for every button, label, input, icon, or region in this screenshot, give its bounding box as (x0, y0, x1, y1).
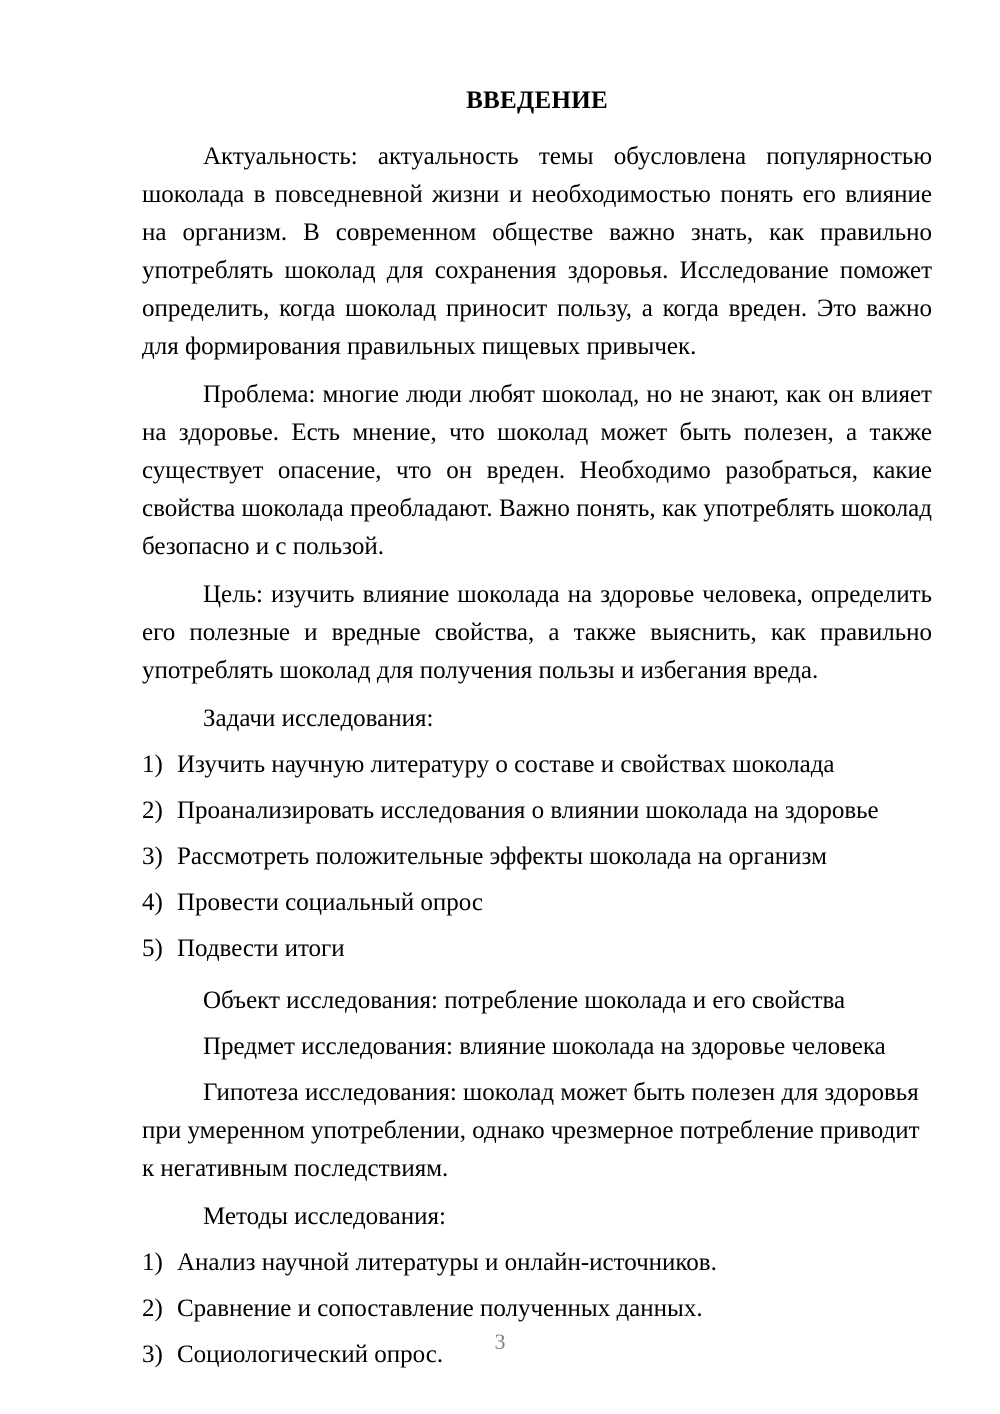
list-marker: 2) (142, 797, 163, 824)
list-item-label: Сравнение и сопоставление полученных данных. (177, 1295, 703, 1322)
list-item (142, 838, 932, 876)
paragraph-hypothesis: Гипотеза исследования: шоколад может быть полезен для здоровья при умеренном употреблении, однако чрезмерное потребление приводит к негативным последствиям. (142, 1079, 920, 1182)
list-marker: 4) (142, 889, 163, 916)
paragraph-goal: Цель: изучить влияние шоколада на здоровье человека, определить его полезные и вредные свойства, а также выяснить, как правильно употреблять шоколад для получения пользы и избегания вреда. (142, 581, 932, 684)
list-marker: 3) (142, 1341, 163, 1368)
list-marker: 3) (142, 843, 163, 870)
methods-list (142, 1244, 932, 1374)
list-item (142, 884, 932, 922)
list-marker: 2) (142, 1295, 163, 1322)
list-item (142, 746, 932, 784)
list-item-label: Проанализировать исследования о влиянии шоколада на здоровье (177, 797, 879, 824)
list-marker: 5) (142, 935, 163, 962)
list-marker: 1) (142, 751, 163, 778)
list-item-label: Провести социальный опрос (177, 889, 484, 916)
page-title: ВВЕДЕНИЕ (466, 87, 608, 114)
tasks-list (142, 746, 932, 968)
list-item-label: Рассмотреть положительные эффекты шоколада на организм (177, 843, 827, 870)
list-item (142, 1290, 932, 1328)
tasks-heading: Задачи исследования: (203, 705, 434, 732)
subject-of-research: Предмет исследования: влияние шоколада на здоровье человека (203, 1033, 886, 1060)
list-item (142, 930, 932, 968)
list-item-label: Социологический опрос. (177, 1341, 444, 1368)
list-marker: 1) (142, 1249, 163, 1276)
methods-heading: Методы исследования: (203, 1203, 446, 1230)
list-item-label: Изучить научную литературу о составе и свойствах шоколада (177, 751, 835, 778)
document-body (142, 86, 932, 1382)
list-item-label: Подвести итоги (177, 935, 345, 962)
paragraph-relevance: Актуальность: актуальность темы обусловлена популярностью шоколада в повседневной жизни и необходимостью понять его влияние на организм. В современном обществе важно знать, как правильно употреблять шоколад для сохранения здоровья. Исследование поможет определить, когда шоколад приносит пользу, а когда вреден. Это важно для формирования правильных пищевых привычек. (142, 143, 932, 360)
list-item-label: Анализ научной литературы и онлайн-источников. (177, 1249, 717, 1276)
page-number: 3 (494, 1329, 506, 1354)
paragraph-problem: Проблема: многие люди любят шоколад, но не знают, как он влияет на здоровье. Есть мнение, что шоколад может быть полезен, а также существует опасение, что он вреден. Необходимо разобраться, какие свойства шоколада преобладают. Важно понять, как употреблять шоколад безопасно и с пользой. (142, 381, 932, 560)
list-item (142, 1244, 932, 1282)
list-item (142, 792, 932, 830)
object-of-research: Объект исследования: потребление шоколада и его свойства (203, 987, 846, 1014)
